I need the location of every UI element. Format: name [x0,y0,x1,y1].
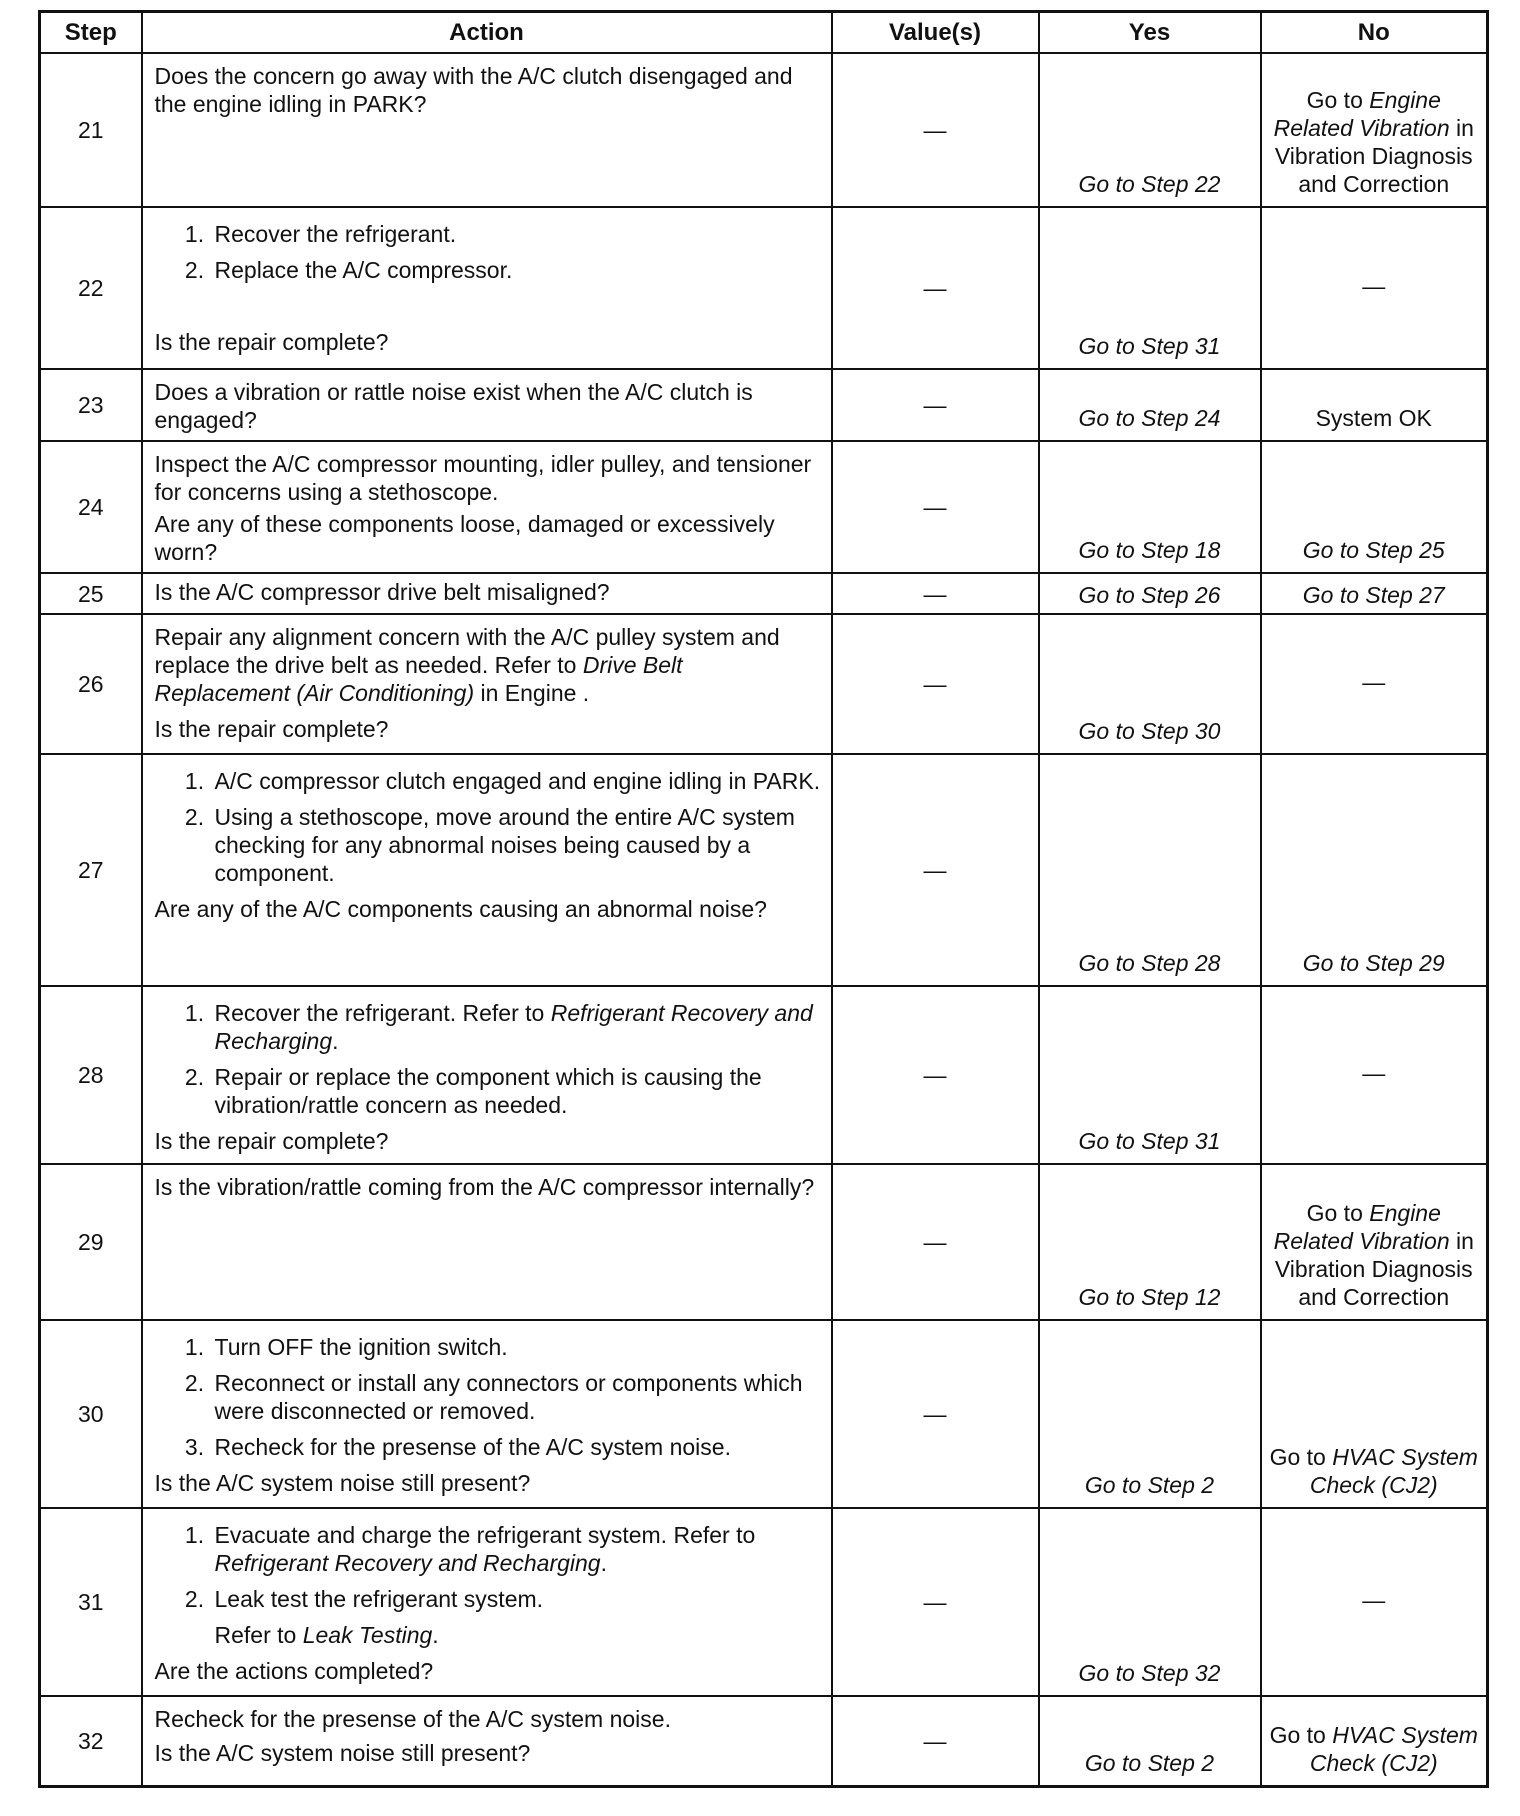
yes-cell: Go to Step 26 [1039,573,1261,614]
no-cell: — [1261,207,1488,369]
header-step: Step [40,12,142,54]
value-cell: — [832,614,1039,754]
diagnostic-table [38,10,1489,1788]
list-item-ref-line [215,1621,821,1649]
table-row [40,1696,1488,1786]
action-question: Is the A/C compressor drive belt misaligned? [154,579,610,605]
value-cell: — [832,369,1039,441]
step-number: 27 [40,754,142,986]
no-reference: Engine Related Vibration [1273,1200,1450,1254]
step-number: 22 [40,207,142,369]
action-question: Does the concern go away with the A/C clutch disengaged and the engine idling in PARK? [154,63,793,117]
no-cell [1261,1320,1488,1508]
list-item-text: 2. Leak test the refrigerant system. [214,1586,544,1612]
no-reference: HVAC System Check (CJ2) [1309,1444,1478,1498]
list-item: 1. Turn OFF the ignition switch. [211,1333,821,1361]
action-cell [142,1320,832,1508]
yes-cell: Go to Step 31 [1039,986,1261,1164]
no-reference: Engine Related Vibration [1273,87,1450,141]
action-text: Recheck for the presense of the A/C system noise. [154,1706,671,1732]
action-question: Are the actions completed? [154,1658,434,1684]
action-cell [142,207,832,369]
ref-end: . [432,1622,439,1648]
list-item [211,999,821,1055]
step-number: 28 [40,986,142,1164]
list-item [211,1585,821,1649]
value-cell: — [832,1696,1039,1786]
action-question: Is the repair complete? [154,329,389,355]
step-number: 23 [40,369,142,441]
step-number: 26 [40,614,142,754]
action-list [155,1333,821,1461]
list-item: 2. Replace the A/C compressor. [211,256,821,284]
table-row [40,573,1488,614]
table-row [40,754,1488,986]
no-cell: Go to Step 29 [1261,754,1488,986]
table-row [40,369,1488,441]
spacer [155,292,821,328]
yes-cell: Go to Step 2 [1039,1320,1261,1508]
no-prefix: Go to [1306,1200,1370,1226]
list-item-reference: Refrigerant Recovery and Recharging [214,1000,813,1054]
action-list [155,220,821,284]
list-item-reference: Refrigerant Recovery and Recharging [214,1550,601,1576]
list-item-end: . [332,1028,339,1054]
step-number: 21 [40,53,142,207]
no-cell: Go to Step 25 [1261,441,1488,573]
list-item: 3. Recheck for the presense of the A/C system noise. [211,1433,821,1461]
yes-cell: Go to Step 24 [1039,369,1261,441]
no-reference: HVAC System Check (CJ2) [1309,1721,1478,1776]
value-cell: — [832,986,1039,1164]
step-number: 32 [40,1696,142,1786]
list-item: 2. Repair or replace the component which is causing the vibration/rattle concern as needed. [211,1063,821,1119]
header-yes: Yes [1039,12,1261,54]
value-cell: — [832,754,1039,986]
action-text: Inspect the A/C compressor mounting, idler pulley, and tensioner for concerns using a stethoscope. [154,451,812,505]
list-item [211,1521,821,1577]
action-cell [142,1164,832,1320]
spacer [155,707,821,715]
yes-cell: Go to Step 30 [1039,614,1261,754]
table-row [40,53,1488,207]
no-prefix: Go to [1269,1721,1333,1748]
action-question: Is the vibration/rattle coming from the A/C compressor internally? [154,1174,815,1200]
header-values: Value(s) [832,12,1039,54]
no-cell: System OK [1261,369,1488,441]
header-action: Action [142,12,832,54]
action-question: Are any of the A/C components causing an abnormal noise? [154,896,767,922]
no-cell: — [1261,1508,1488,1696]
table-row [40,1320,1488,1508]
action-list [155,767,821,887]
table-row [40,614,1488,754]
list-item-text: Recover the refrigerant. Refer to [214,1000,551,1026]
list-item-reference: Leak Testing [302,1622,433,1648]
yes-cell: Go to Step 31 [1039,207,1261,369]
step-number: 31 [40,1508,142,1696]
list-item-text: Evacuate and charge the refrigerant system. Refer to [214,1522,756,1548]
action-list [155,999,821,1119]
action-question: Are any of these components loose, damaged or excessively worn? [154,511,775,565]
action-question: Is the repair complete? [154,716,389,742]
action-question: Does a vibration or rattle noise exist when the A/C clutch is engaged? [154,379,753,433]
table-row [40,1508,1488,1696]
list-item-end: . [600,1550,607,1576]
action-cell [142,614,832,754]
action-cell [142,1696,832,1786]
no-cell [1261,53,1488,207]
value-cell: — [832,1508,1039,1696]
no-cell: — [1261,986,1488,1164]
table-row [40,441,1488,573]
header-row [40,12,1488,54]
action-cell [142,441,832,573]
no-cell: — [1261,614,1488,754]
no-cell [1261,1696,1488,1786]
action-text-start: Repair any alignment concern with the A/C pulley system and replace the drive belt as needed. Refer to [154,624,780,678]
value-cell: — [832,1164,1039,1320]
no-suffix: in Vibration Diagnosis and Correction [1274,115,1474,197]
step-number: 29 [40,1164,142,1320]
table-row [40,1164,1488,1320]
action-text [155,623,821,707]
action-cell [142,1508,832,1696]
action-list [155,1521,821,1649]
value-cell: — [832,1320,1039,1508]
yes-cell: Go to Step 2 [1039,1696,1261,1786]
action-reference: Drive Belt Replacement (Air Conditioning) [154,652,683,706]
list-item: 1. A/C compressor clutch engaged and engine idling in PARK. [211,767,821,795]
table-row [40,207,1488,369]
action-cell [142,573,832,614]
no-cell [1261,1164,1488,1320]
action-cell [142,53,832,207]
action-question: Is the repair complete? [154,1128,389,1154]
table-row [40,986,1488,1164]
step-number: 30 [40,1320,142,1508]
step-number: 25 [40,573,142,614]
action-question: Is the A/C system noise still present? [154,1470,531,1496]
yes-cell: Go to Step 22 [1039,53,1261,207]
action-text-end: in Engine . [474,680,590,706]
yes-cell: Go to Step 28 [1039,754,1261,986]
yes-cell: Go to Step 32 [1039,1508,1261,1696]
value-cell: — [832,53,1039,207]
no-prefix: Go to [1269,1444,1333,1470]
value-cell: — [832,207,1039,369]
diagnostic-table-page [38,10,1486,1788]
header-no: No [1261,12,1488,54]
no-suffix: in Vibration Diagnosis and Correction [1274,1228,1474,1310]
step-number: 24 [40,441,142,573]
list-item: 2. Using a stethoscope, move around the entire A/C system checking for any abnormal noises being caused by a component. [211,803,821,887]
action-cell [142,369,832,441]
yes-cell: Go to Step 12 [1039,1164,1261,1320]
list-item: 1. Recover the refrigerant. [211,220,821,248]
yes-cell: Go to Step 18 [1039,441,1261,573]
action-question: Is the A/C system noise still present? [154,1740,531,1766]
no-prefix: Go to [1306,87,1370,113]
ref-prefix: Refer to [214,1622,303,1648]
no-cell: Go to Step 27 [1261,573,1488,614]
list-item: 2. Reconnect or install any connectors or components which were disconnected or removed. [211,1369,821,1425]
value-cell: — [832,573,1039,614]
value-cell: — [832,441,1039,573]
action-cell [142,754,832,986]
action-cell [142,986,832,1164]
